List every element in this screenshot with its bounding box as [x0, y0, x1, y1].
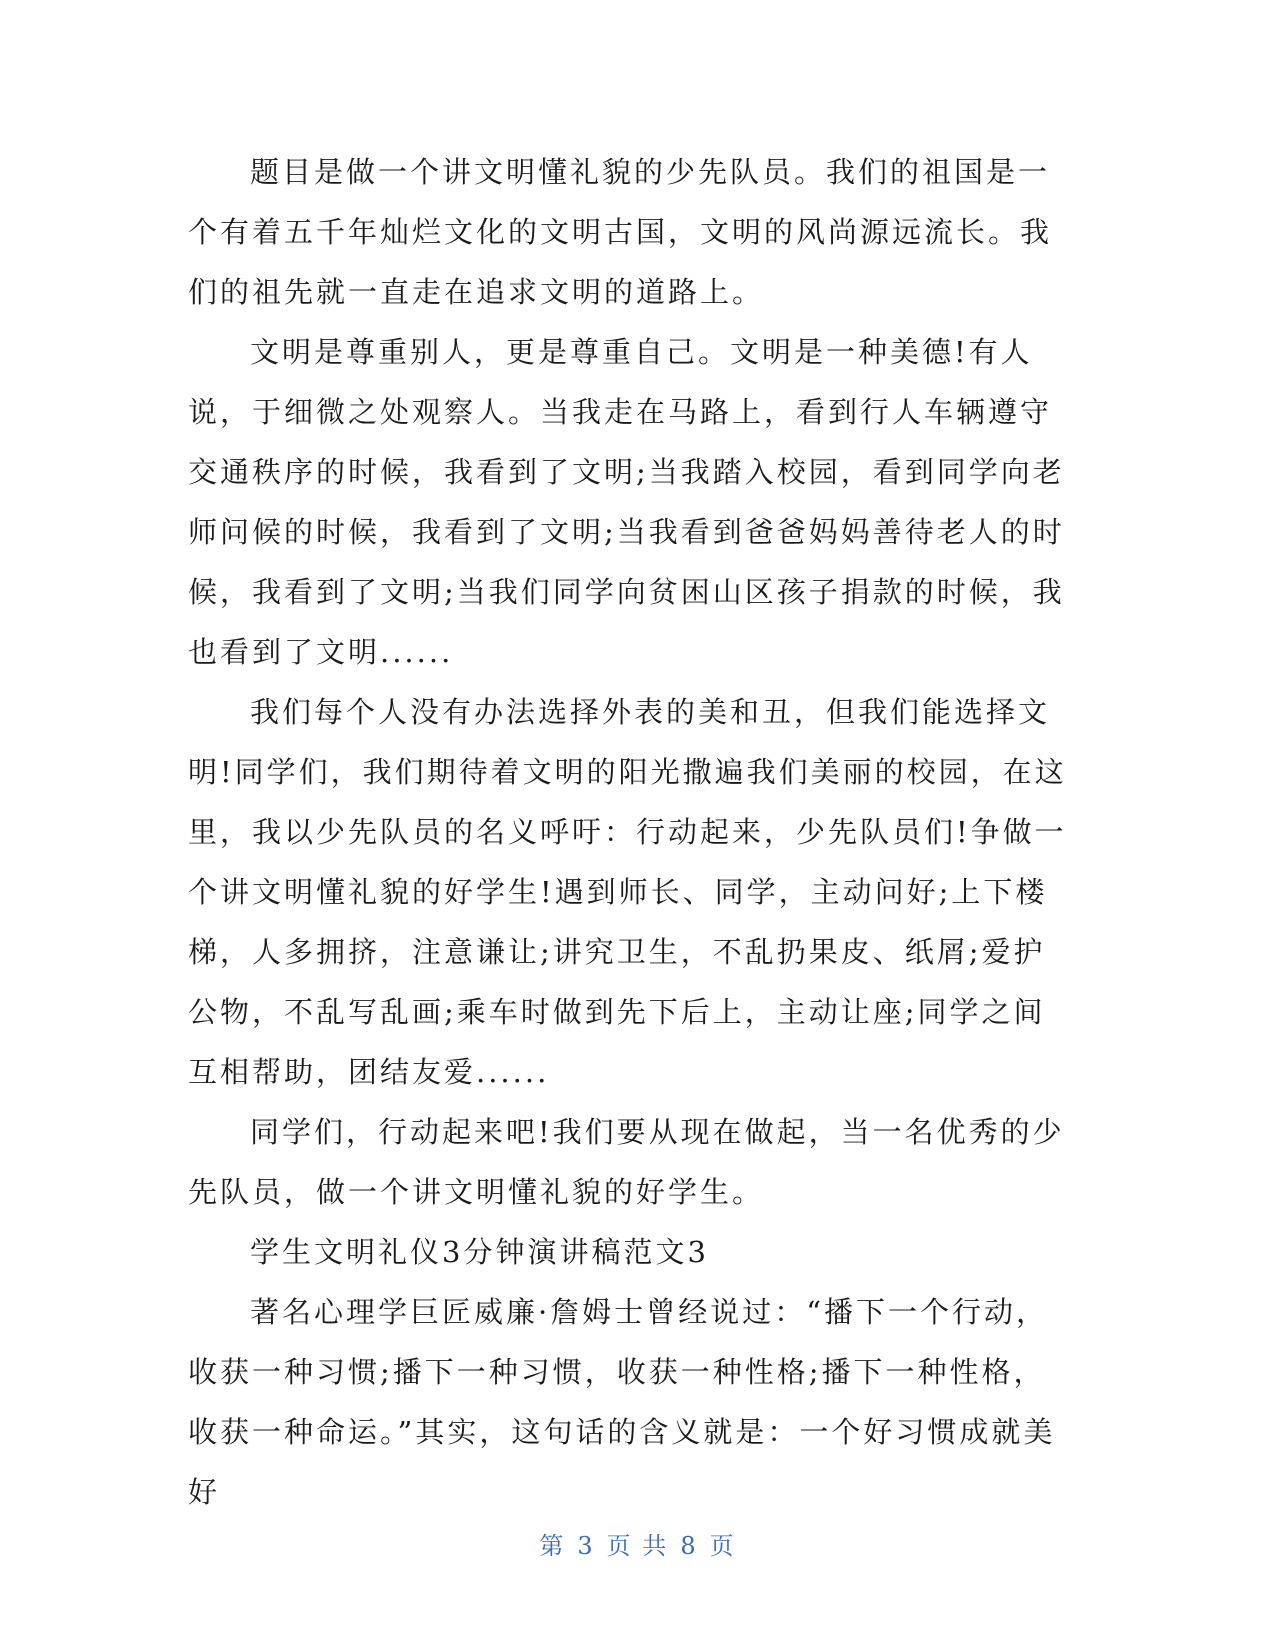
page-number-footer	[0, 1526, 1275, 1561]
paragraph-appeal: 我们每个人没有办法选择外表的美和丑，但我们能选择文明!同学们，我们期待着文明的阳光撒遍我们美丽的校园，在这里，我以少先队员的名义呼吁：行动起来，少先队员们!争做一个讲文明懂礼貌的好学生!遇到师长、同学，主动问好;上下楼梯，人多拥挤，注意谦让;讲究卫生，不乱扔果皮、纸屑;爱护公物，不乱写乱画;乘车时做到先下后上，主动让座;同学之间互相帮助，团结友爱......	[188, 695, 1067, 1089]
section-heading: 学生文明礼仪3分钟演讲稿范文3	[250, 1235, 709, 1269]
paragraph-intro: 题目是做一个讲文明懂礼貌的少先队员。我们的祖国是一个有着五千年灿烂文化的文明古国，文明的风尚源远流长。我们的祖先就一直走在追求文明的道路上。	[188, 155, 1053, 309]
paragraph-closing: 同学们，行动起来吧!我们要从现在做起，当一名优秀的少先队员，做一个讲文明懂礼貌的好学生。	[188, 1115, 1065, 1209]
document-body	[188, 142, 1068, 1522]
footer-prefix: 第	[539, 1532, 566, 1560]
footer-current-page: 3	[577, 1532, 595, 1560]
footer-total-pages: 8	[680, 1532, 698, 1560]
paragraph-civility: 文明是尊重别人，更是尊重自己。文明是一种美德!有人说，于细微之处观察人。当我走在马路上，看到行人车辆遵守交通秩序的时候，我看到了文明;当我踏入校园，看到同学向老师问候的时候，我看到了文明;当我看到爸爸妈妈善待老人的时候，我看到了文明;当我们同学向贫困山区孩子捐款的时候，我也看到了文明......	[188, 335, 1065, 669]
footer-mid: 页 共	[606, 1532, 669, 1560]
paragraph-quote: 著名心理学巨匠威廉·詹姆士曾经说过：“播下一个行动，收获一种习惯;播下一种习惯，收获一种性格;播下一种性格，收获一种命运。”其实，这句话的含义就是：一个好习惯成就美好	[188, 1295, 1056, 1509]
footer-suffix: 页	[709, 1532, 736, 1560]
